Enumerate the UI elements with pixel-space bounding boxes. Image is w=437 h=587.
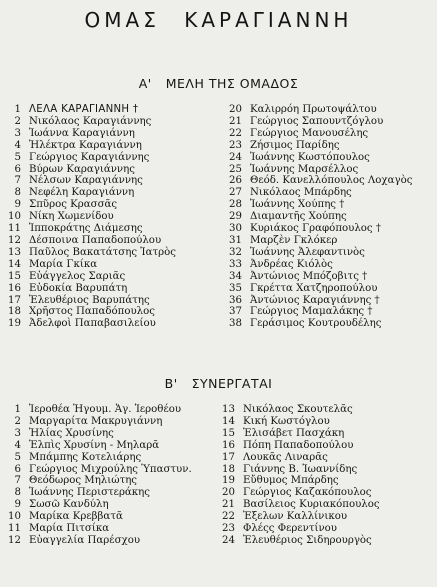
entry-number: 11 — [8, 523, 21, 535]
entry-name: Νέλσων Καραγιάννης — [29, 175, 143, 187]
entry-name: Ἐλευθέριος Βαρυπάτης — [29, 294, 150, 306]
collaborator-row — [2, 440, 192, 452]
entry-number: 26 — [229, 175, 242, 187]
member-row — [2, 116, 176, 128]
entry-number: 37 — [229, 306, 242, 318]
collaborator-row — [2, 404, 192, 416]
member-row — [225, 318, 412, 330]
member-row — [225, 199, 412, 211]
member-row — [2, 175, 176, 187]
member-row — [225, 164, 412, 176]
entry-name: Νικόλαος Μπάρδης — [250, 187, 352, 199]
entry-number: 8 — [14, 187, 21, 199]
member-row — [2, 235, 176, 247]
collaborator-row — [2, 428, 192, 440]
entry-number: 25 — [229, 163, 242, 175]
collaborator-row — [218, 440, 380, 452]
entry-number: 12 — [8, 534, 21, 546]
entry-number: 19 — [8, 318, 21, 330]
collaborator-row — [2, 523, 192, 535]
entry-number: 23 — [222, 523, 235, 535]
entry-name: Θεόδωρος Μηλιώτης — [29, 475, 138, 487]
entry-number: 4 — [14, 439, 21, 451]
entry-name: Ἀδελφοὶ Παπαβασιλείου — [29, 318, 156, 330]
member-row — [2, 104, 176, 116]
section-mark: Β' — [164, 376, 178, 391]
member-row — [225, 140, 412, 152]
member-row — [225, 152, 412, 164]
collaborator-row — [218, 535, 380, 547]
section-mark: Α' — [138, 76, 152, 91]
collaborator-row — [2, 511, 192, 523]
entry-name: Μαρζὲν Γκλόκερ — [250, 234, 338, 246]
entry-number: 4 — [14, 139, 21, 151]
collaborator-row — [218, 487, 380, 499]
entry-name: Θεόδ. Κανελλόπουλος Λοχαγὸς — [250, 175, 413, 187]
entry-name: Παῦλος Βακατάτσης Ἰατρὸς — [29, 246, 176, 258]
members-list-left — [2, 104, 176, 330]
member-row — [225, 223, 412, 235]
member-row — [225, 211, 412, 223]
entry-number: 18 — [222, 463, 235, 475]
section-heading-collaborators — [0, 376, 437, 391]
entry-name: Χρῆστος Παπαδόπουλος — [29, 306, 155, 318]
entry-name: Ἰωάννης Μαρσέλλος — [250, 163, 359, 175]
entry-name: Κική Κωστόγλου — [243, 415, 330, 427]
entry-name: Ἰωάννης Περιστεράκης — [29, 487, 150, 499]
entry-number: 13 — [8, 246, 21, 258]
collaborator-row — [2, 464, 192, 476]
entry-name: Βύρων Καραγιάννης — [29, 163, 135, 175]
entry-name: Γεώργιος Μιχρούλης Ὑπαστυν. — [29, 463, 192, 475]
entry-number: 10 — [8, 211, 21, 223]
member-row — [2, 164, 176, 176]
member-row — [2, 140, 176, 152]
entry-name: Μαρία Πιτσίκα — [29, 523, 110, 535]
member-row — [225, 235, 412, 247]
entry-name: Εὐάγγελος Σαριᾶς — [29, 270, 126, 282]
entry-name: Κυριάκος Γραφόπουλος † — [250, 223, 381, 235]
member-row — [2, 283, 176, 295]
collaborator-row — [218, 499, 380, 511]
section-title: ΣΥΝΕΡΓΑΤΑΙ — [191, 376, 273, 391]
entry-number: 17 — [222, 451, 235, 463]
member-row — [2, 306, 176, 318]
entry-number: 14 — [8, 258, 21, 270]
entry-name: Νικόλαος Σκουτελᾶς — [243, 404, 353, 415]
entry-number: 7 — [14, 475, 21, 487]
entry-name: Ἀντώνιος Καραγιάννης † — [250, 294, 380, 306]
entry-number: 5 — [14, 151, 21, 163]
collaborator-row — [2, 487, 192, 499]
member-row — [225, 128, 412, 140]
entry-number: 5 — [14, 451, 21, 463]
entry-name: Ἀνδρέας Κιόλὸς — [250, 258, 333, 270]
entry-number: 9 — [14, 499, 21, 511]
entry-name: ΛΕΛΑ ΚΑΡΑΓΙΑΝΝΗ † — [29, 104, 139, 115]
member-row — [225, 283, 412, 295]
member-row — [2, 199, 176, 211]
collaborators-list-right — [218, 404, 380, 547]
entry-number: 34 — [229, 270, 242, 282]
entry-number: 18 — [8, 306, 21, 318]
entry-name: Μπάμπης Κοτελιάρης — [29, 451, 142, 463]
entry-name: Λουκᾶς Λιναρᾶς — [243, 451, 328, 463]
entry-name: Ἠλίας Χρυσίνης — [29, 427, 114, 439]
entry-name: Δέσποινα Παπαδοπούλου — [29, 234, 162, 246]
entry-number: 36 — [229, 294, 242, 306]
entry-name: Καλιρρόη Πρωτοψάλτου — [250, 104, 377, 115]
entry-number: 24 — [229, 151, 242, 163]
entry-name: Νικόλαος Καραγιάννης — [29, 115, 152, 127]
section-title: ΜΕΛΗ ΤΗΣ ΟΜΑΔΟΣ — [165, 76, 299, 91]
entry-name: Ἰωάννα Καραγιάννη — [29, 127, 135, 139]
entry-number: 22 — [222, 511, 235, 523]
member-row — [2, 211, 176, 223]
collaborator-row — [218, 511, 380, 523]
member-row — [225, 259, 412, 271]
collaborator-row — [218, 416, 380, 428]
entry-number: 27 — [229, 187, 242, 199]
entry-number: 38 — [229, 318, 242, 330]
entry-name: Μαρία Γκίκα — [29, 258, 98, 270]
collaborator-row — [2, 475, 192, 487]
entry-number: 6 — [14, 463, 21, 475]
entry-name: Ἰωάννης Χούπης † — [250, 199, 345, 211]
entry-number: 29 — [229, 211, 242, 223]
entry-name: Γεώργιος Μανουσέλης — [250, 127, 369, 139]
entry-name: Εὐδοκία Βαρυπάτη — [29, 282, 128, 294]
entry-number: 12 — [8, 234, 21, 246]
entry-number: 15 — [222, 427, 235, 439]
member-row — [2, 223, 176, 235]
entry-number: 3 — [14, 127, 21, 139]
collaborators-list-left — [2, 404, 192, 547]
entry-name: Γιάννης Β. Ἰωαννίδης — [243, 463, 358, 475]
member-row — [2, 247, 176, 259]
entry-name: Ἱεροθέα Ἡγουμ. Ἁγ. Ἱεροθέου — [29, 404, 182, 415]
entry-name: Ζήσιμος Παρίδης — [250, 139, 340, 151]
entry-name: Πόπη Παπαδοπούλου — [243, 439, 354, 451]
entry-number: 23 — [229, 139, 242, 151]
entry-number: 10 — [8, 511, 21, 523]
collaborator-row — [2, 499, 192, 511]
entry-name: Ἐλπὶς Χρυσίνη - Μηλαρᾶ — [29, 439, 160, 451]
member-row — [225, 116, 412, 128]
entry-name: Γεώργιος Καραγιάννης — [29, 151, 150, 163]
entry-name: Γεώργιος Καζακόπουλος — [243, 487, 372, 499]
entry-number: 22 — [229, 127, 242, 139]
collaborator-row — [2, 535, 192, 547]
entry-number: 24 — [222, 534, 235, 546]
entry-name: Μαρίκα Κρεββατᾶ — [29, 511, 123, 523]
entry-number: 30 — [229, 223, 242, 235]
member-row — [2, 128, 176, 140]
entry-name: Ἠλέκτρα Καραγιάννη — [29, 139, 142, 151]
entry-name: Γεράσιμος Κουτρουδέλης — [250, 318, 382, 330]
entry-name: Μαργαρίτα Μακρυγιάννη — [29, 415, 163, 427]
section-heading-members — [0, 76, 437, 91]
entry-name: Ἐξελων Καλλίνικου — [243, 511, 348, 523]
entry-name: Ἰωάννης Κωστόπουλος — [250, 151, 370, 163]
entry-number: 21 — [222, 499, 235, 511]
collaborator-row — [218, 404, 380, 416]
entry-name: Ἐλευθέριος Σιδηρουργὸς — [243, 534, 372, 546]
entry-name: Νεφέλη Καραγιάννη — [29, 187, 135, 199]
entry-number: 3 — [14, 427, 21, 439]
entry-number: 17 — [8, 294, 21, 306]
entry-name: Ἀντώνιος Μπόζοβιτς † — [250, 270, 368, 282]
page-title: ΟΜΑΣ ΚΑΡΑΓΙΑΝΝΗ — [84, 8, 353, 32]
collaborator-row — [2, 416, 192, 428]
member-row — [225, 175, 412, 187]
collaborator-row — [218, 428, 380, 440]
entry-number: 16 — [222, 439, 235, 451]
entry-number: 20 — [229, 104, 242, 115]
member-row — [2, 187, 176, 199]
entry-name: Σωσῶ Κανδύλη — [29, 499, 109, 511]
entry-number: 11 — [8, 223, 21, 235]
entry-number: 9 — [14, 199, 21, 211]
entry-name: Εὔθυμος Μπάρδης — [243, 475, 339, 487]
member-row — [225, 247, 412, 259]
member-row — [2, 152, 176, 164]
member-row — [225, 271, 412, 283]
entry-name: Διαμαντῆς Χούπης — [250, 211, 347, 223]
entry-number: 2 — [14, 115, 21, 127]
entry-number: 32 — [229, 246, 242, 258]
entry-number: 31 — [229, 234, 242, 246]
member-row — [2, 295, 176, 307]
collaborator-row — [2, 452, 192, 464]
member-row — [2, 318, 176, 330]
entry-name: Εὐαγγελία Παρέσχου — [29, 534, 141, 546]
collaborator-row — [218, 464, 380, 476]
entry-name: Ἐλισάβετ Πασχάκη — [243, 427, 345, 439]
entry-name: Γεώργιος Σαπουντζόγλου — [250, 115, 384, 127]
member-row — [2, 271, 176, 283]
entry-number: 20 — [222, 487, 235, 499]
entry-number: 15 — [8, 270, 21, 282]
entry-number: 33 — [229, 258, 242, 270]
entry-name: Ἰωάννης Ἀλεφαντινὸς — [250, 246, 365, 258]
member-row — [225, 306, 412, 318]
entry-number: 21 — [229, 115, 242, 127]
entry-name: Γεώργιος Μαμαλάκης † — [250, 306, 373, 318]
entry-number: 16 — [8, 282, 21, 294]
members-list-right — [225, 104, 412, 330]
entry-name: Νίκη Χωμενίδου — [29, 211, 114, 223]
entry-number: 19 — [222, 475, 235, 487]
collaborator-row — [218, 452, 380, 464]
entry-number: 2 — [14, 415, 21, 427]
member-row — [2, 259, 176, 271]
collaborator-row — [218, 523, 380, 535]
member-row — [225, 295, 412, 307]
entry-number: 1 — [14, 104, 21, 115]
collaborator-row — [218, 475, 380, 487]
entry-number: 35 — [229, 282, 242, 294]
entry-number: 28 — [229, 199, 242, 211]
entry-name: Φλέςς Φερεντίνου — [243, 523, 337, 535]
entry-number: 8 — [14, 487, 21, 499]
entry-number: 14 — [222, 415, 235, 427]
entry-name: Βασίλειος Κυριακόπουλος — [243, 499, 380, 511]
entry-name: Σπῦρος Κρασσᾶς — [29, 199, 118, 211]
entry-number: 13 — [222, 404, 235, 415]
entry-number: 7 — [14, 175, 21, 187]
member-row — [225, 104, 412, 116]
entry-name: Ἱπποκράτης Διάμεσης — [29, 223, 143, 235]
member-row — [225, 187, 412, 199]
entry-number: 1 — [14, 404, 21, 415]
entry-number: 6 — [14, 163, 21, 175]
entry-name: Γκρέττα Χατζηροπούλου — [250, 282, 378, 294]
